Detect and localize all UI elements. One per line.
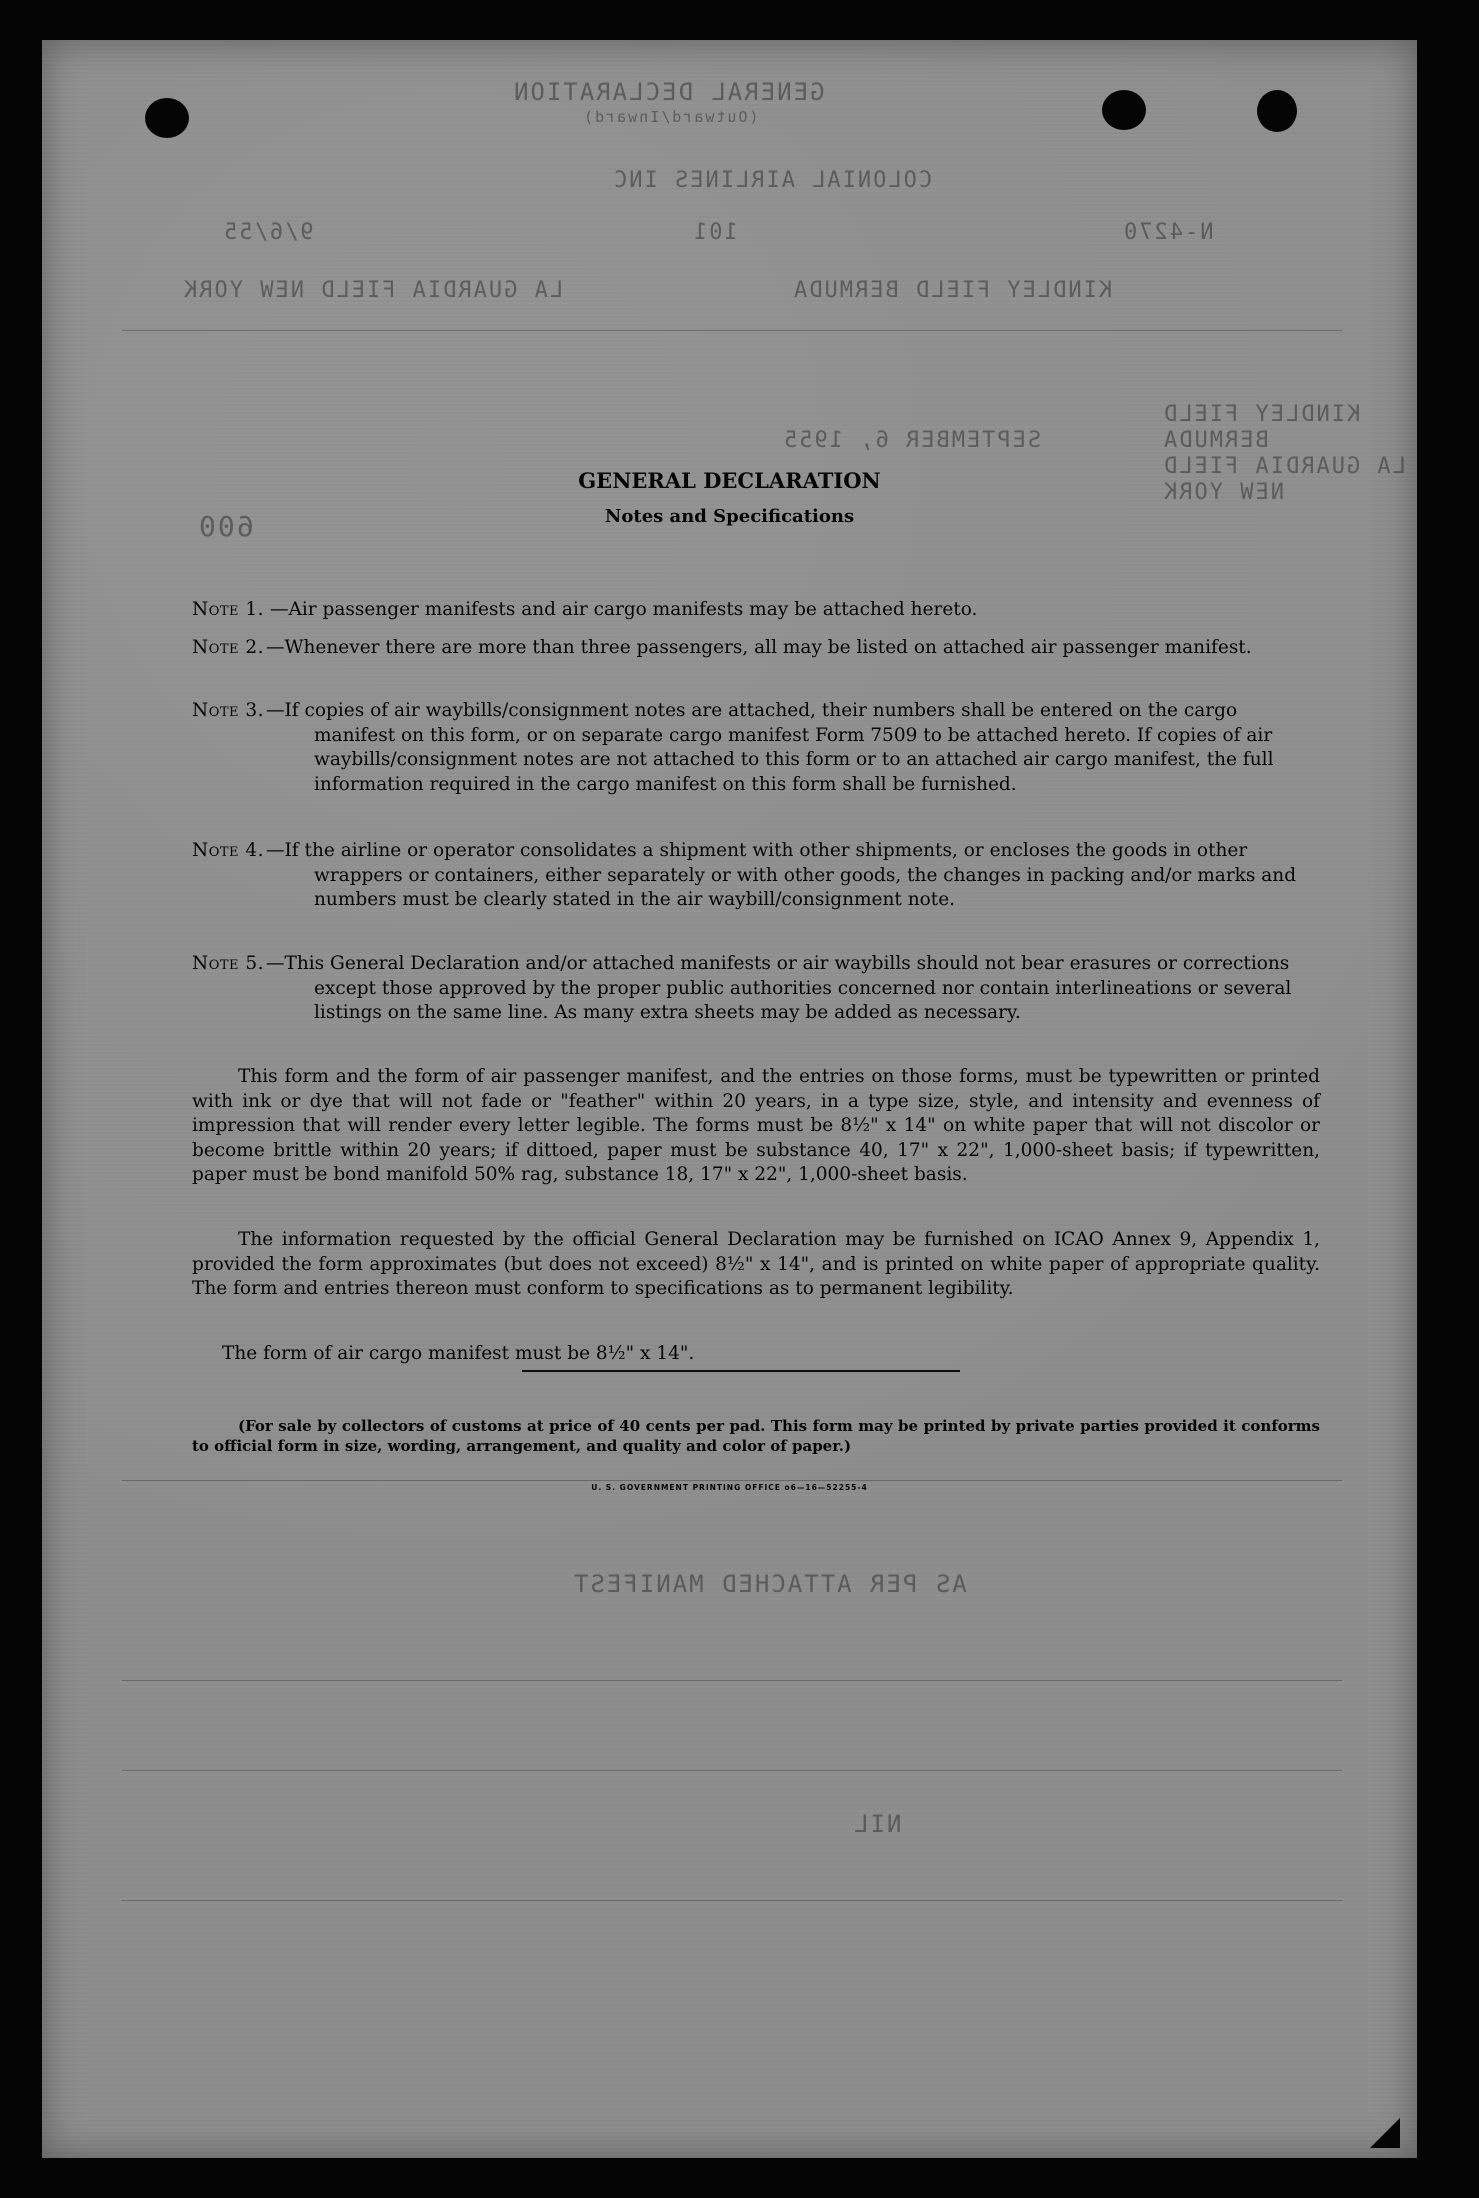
note-label: Note 5. (192, 953, 265, 974)
ghost-date-long: SEPTEMBER 6, 1955 (782, 428, 1042, 453)
punch-hole-right-2 (1257, 90, 1297, 132)
punch-hole-left (145, 98, 189, 138)
specification-paragraph-2: The information requested by the official General Declaration may be furnished on ICAO Annex 9, Appendix 1, provided the form approximates (but does not exceed) 8½" x 14", and is printed on white paper of appropriate quality. The form and entries thereon must conform to specifications as to permanent legibility. (192, 1229, 1320, 1299)
note-text: —This General Declaration and/or attached manifests or air waybills should not bear erasures or corrections except those approved by the proper public authorities concerned nor contain interlineations or several listings on the same line. As many extra sheets may be added as necessary. (266, 953, 1292, 1023)
note-text: —If copies of air waybills/consignment notes are attached, their numbers shall be entered on the cargo manifest on this form, or on separate cargo manifest Form 7509 to be attached hereto. If copies of air waybills/consignment notes are not attached to this form or to an attached air cargo manifest, the full information required in the cargo manifest on this form shall be furnished. (266, 700, 1274, 795)
note-label: Note 3. (192, 700, 265, 721)
ghost-form-title: GENERAL DECLARATION (512, 78, 825, 106)
ghost-itinerary-2: BERMUDA (1162, 428, 1269, 453)
note-label: Note 1. (192, 599, 265, 620)
note-text: —Whenever there are more than three passengers, all may be listed on attached air passenger manifest. (266, 637, 1252, 658)
ghost-passenger-manifest: AS PER ATTACHED MANIFEST (572, 1570, 967, 1598)
ghost-number: 600 (197, 510, 254, 543)
page-subtitle: Notes and Specifications (604, 506, 855, 527)
ghost-itinerary-3: LA GUARDIA FIELD (1162, 454, 1406, 479)
note-text: —Air passenger manifests and air cargo manifests may be attached hereto. (270, 599, 978, 620)
ghost-rule (122, 330, 1342, 331)
note-5 (192, 952, 1320, 1026)
ghost-itinerary-4: NEW YORK (1162, 480, 1284, 505)
ghost-date: 9/6/55 (222, 220, 314, 245)
torn-corner (1370, 2118, 1400, 2148)
page-title: GENERAL DECLARATION (578, 468, 881, 493)
sale-notice: (For sale by collectors of customs at price of 40 cents per pad. This form may be printed by private parties provided it conforms to official form in size, wording, arrangement, and quality and color of paper.) (192, 1417, 1320, 1455)
note-label: Note 4. (192, 840, 265, 861)
ghost-airline: COLONIAL AIRLINES INC (612, 168, 933, 193)
note-4 (192, 839, 1320, 913)
specification-paragraph-3: The form of air cargo manifest must be 8½" x 14". (222, 1343, 695, 1364)
ghost-cargo: NIL (852, 1810, 902, 1838)
printing-office-imprint: U. S. GOVERNMENT PRINTING OFFICE o6—16—52255-4 (591, 1483, 868, 1492)
note-3 (192, 699, 1320, 797)
document-page (42, 40, 1417, 2158)
note-text: —If the airline or operator consolidates a shipment with other shipments, or encloses the goods in other wrappers or containers, either separately or with other goods, the changes in packing and/or marks and numbers must be clearly stated in the air waybill/consignment note. (266, 840, 1297, 910)
ghost-rule (122, 1770, 1342, 1771)
ghost-destination: LA GUARDIA FIELD NEW YORK (182, 278, 564, 303)
ghost-route: KINDLEY FIELD BERMUDA (792, 278, 1113, 303)
ghost-rule (122, 1480, 1342, 1481)
ghost-flight: 101 (692, 220, 738, 245)
specification-paragraph-1: This form and the form of air passenger manifest, and the entries on those forms, must be typewritten or printed with ink or dye that will not fade or "feather" within 20 years, in a type size, style, and intensity and evenness of impression that will render every letter legible. The forms must be 8½" x 14" on white paper that will not discolor or become brittle within 20 years; if dittoed, paper must be substance 40, 17" x 22", 1,000-sheet basis; if typewritten, paper must be bond manifold 50% rag, substance 18, 17" x 22", 1,000-sheet basis. (192, 1066, 1320, 1185)
ghost-itinerary-1: KINDLEY FIELD (1162, 402, 1361, 427)
ghost-rule (122, 1680, 1342, 1681)
ghost-form-subtitle: (Outward/Inward) (582, 108, 759, 126)
note-label: Note 2. (192, 637, 265, 658)
ghost-rule (122, 1900, 1342, 1901)
ghost-aircraft: N-4270 (1122, 220, 1214, 245)
note-2 (192, 636, 1320, 661)
punch-hole-right (1102, 90, 1146, 130)
section-divider (522, 1370, 960, 1372)
note-1 (192, 598, 1320, 623)
